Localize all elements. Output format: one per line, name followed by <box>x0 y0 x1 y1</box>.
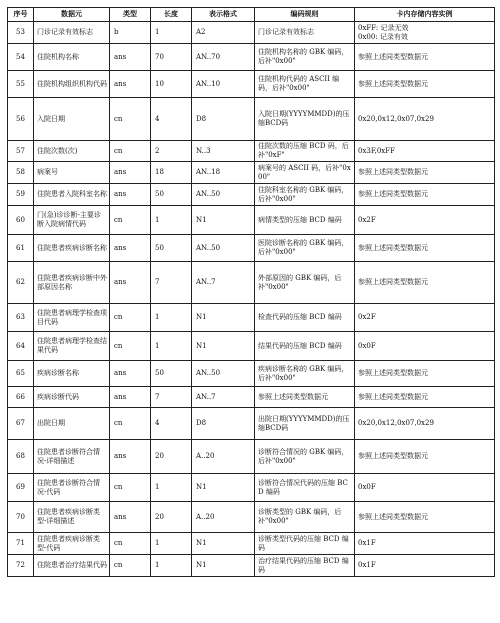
cell-encoding-rule: 外部原因的 GBK 编码，后补"0x00" <box>255 262 355 304</box>
cell-length: 7 <box>151 387 192 408</box>
cell-encoding-rule: 诊断类型代码的压缩 BCD 编码 <box>255 533 355 555</box>
table-row <box>8 361 495 387</box>
cell-format: AN..50 <box>192 361 255 387</box>
cell-data-element: 病案号 <box>34 162 110 184</box>
table-row <box>8 555 495 577</box>
header-col-length: 长度 <box>151 8 192 22</box>
cell-data-element: 门诊记录有效标志 <box>34 22 110 44</box>
cell-example: 参照上述同类型数据元 <box>355 440 495 474</box>
header-col-seq: 序号 <box>8 8 34 22</box>
table-row <box>8 332 495 361</box>
cell-data-element: 住院次数(次) <box>34 141 110 162</box>
table-row <box>8 502 495 533</box>
cell-example: 参照上述同类型数据元 <box>355 184 495 206</box>
cell-example: 0x1F <box>355 555 495 577</box>
cell-type: cn <box>110 206 151 235</box>
cell-length: 10 <box>151 71 192 98</box>
cell-encoding-rule: 入院日期(YYYYMMDD)的压缩BCD码 <box>255 98 355 141</box>
cell-format: A2 <box>192 22 255 44</box>
header-col-encoding-rule: 编码规则 <box>255 8 355 22</box>
cell-data-element: 出院日期 <box>34 408 110 440</box>
cell-format: N1 <box>192 206 255 235</box>
cell-example: 参照上述同类型数据元 <box>355 235 495 262</box>
cell-type: ans <box>110 387 151 408</box>
cell-format: AN..50 <box>192 184 255 206</box>
cell-encoding-rule: 检查代码的压缩 BCD 编码 <box>255 304 355 332</box>
cell-example: 0x2F <box>355 304 495 332</box>
cell-data-element: 住院机构组织机构代码 <box>34 71 110 98</box>
cell-example: 0x0F <box>355 332 495 361</box>
table-row <box>8 262 495 304</box>
table-header-row <box>8 8 495 22</box>
table-row <box>8 162 495 184</box>
cell-length: 1 <box>151 533 192 555</box>
table-body <box>8 22 495 577</box>
cell-seq: 64 <box>8 332 34 361</box>
cell-length: 70 <box>151 44 192 71</box>
cell-example: 参照上述同类型数据元 <box>355 44 495 71</box>
cell-example: 参照上述同类型数据元 <box>355 502 495 533</box>
cell-data-element: 疾病诊断名称 <box>34 361 110 387</box>
cell-encoding-rule: 病案号的 ASCII 码，后补"0x00" <box>255 162 355 184</box>
cell-length: 50 <box>151 361 192 387</box>
cell-example: 0x0F <box>355 474 495 502</box>
cell-example: 参照上述同类型数据元 <box>355 262 495 304</box>
cell-encoding-rule: 医院诊断名称的 GBK 编码，后补"0x00" <box>255 235 355 262</box>
header-col-format: 表示格式 <box>192 8 255 22</box>
cell-data-element: 疾病诊断代码 <box>34 387 110 408</box>
cell-data-element: 门(急)诊诊断-主要诊断入院病情代码 <box>34 206 110 235</box>
cell-type: cn <box>110 98 151 141</box>
cell-encoding-rule: 诊断符合情况代码的压缩 BCD 编码 <box>255 474 355 502</box>
cell-length: 20 <box>151 502 192 533</box>
cell-length: 20 <box>151 440 192 474</box>
cell-encoding-rule: 住院机构代码的 ASCII 编码，后补"0x00" <box>255 71 355 98</box>
cell-format: AN..18 <box>192 162 255 184</box>
cell-format: AN..10 <box>192 71 255 98</box>
cell-seq: 68 <box>8 440 34 474</box>
cell-encoding-rule: 参照上述同类型数据元 <box>255 387 355 408</box>
cell-encoding-rule: 住院机构名称的 GBK 编码，后补"0x00" <box>255 44 355 71</box>
cell-seq: 58 <box>8 162 34 184</box>
cell-format: N1 <box>192 533 255 555</box>
cell-length: 7 <box>151 262 192 304</box>
cell-type: cn <box>110 474 151 502</box>
cell-encoding-rule: 治疗结果代码的压缩 BCD 编码 <box>255 555 355 577</box>
cell-length: 4 <box>151 98 192 141</box>
cell-data-element: 住院患者病理学检查结果代码 <box>34 332 110 361</box>
cell-format: AN..50 <box>192 235 255 262</box>
table-row <box>8 206 495 235</box>
cell-example: 0x20,0x12,0x07,0x29 <box>355 408 495 440</box>
table-row <box>8 440 495 474</box>
cell-type: cn <box>110 304 151 332</box>
cell-format: AN..70 <box>192 44 255 71</box>
cell-encoding-rule: 门诊记录有效标志 <box>255 22 355 44</box>
cell-format: N1 <box>192 555 255 577</box>
cell-seq: 57 <box>8 141 34 162</box>
cell-encoding-rule: 住院次数的压缩 BCD 码，后补"0xF" <box>255 141 355 162</box>
cell-example: 0x1F <box>355 533 495 555</box>
cell-data-element: 住院患者诊断符合情况-代码 <box>34 474 110 502</box>
data-element-table <box>7 7 495 577</box>
cell-format: AN..7 <box>192 262 255 304</box>
header-col-type: 类型 <box>110 8 151 22</box>
table-row <box>8 304 495 332</box>
table-row <box>8 408 495 440</box>
cell-encoding-rule: 结果代码的压缩 BCD 编码 <box>255 332 355 361</box>
cell-data-element: 住院患者疾病诊断名称 <box>34 235 110 262</box>
cell-length: 1 <box>151 304 192 332</box>
cell-encoding-rule: 出院日期(YYYYMMDD)的压缩BCD码 <box>255 408 355 440</box>
cell-format: D8 <box>192 98 255 141</box>
cell-length: 1 <box>151 206 192 235</box>
cell-length: 1 <box>151 332 192 361</box>
cell-format: A..20 <box>192 502 255 533</box>
cell-seq: 53 <box>8 22 34 44</box>
cell-length: 4 <box>151 408 192 440</box>
cell-seq: 70 <box>8 502 34 533</box>
cell-type: ans <box>110 71 151 98</box>
cell-example: 0xFF: 记录无效 0x00: 记录有效 <box>355 22 495 44</box>
cell-type: cn <box>110 332 151 361</box>
cell-example: 参照上述同类型数据元 <box>355 71 495 98</box>
cell-seq: 60 <box>8 206 34 235</box>
cell-seq: 55 <box>8 71 34 98</box>
cell-seq: 63 <box>8 304 34 332</box>
cell-data-element: 住院患者病理学检查项目代码 <box>34 304 110 332</box>
cell-length: 18 <box>151 162 192 184</box>
cell-format: N1 <box>192 332 255 361</box>
cell-example: 0x3F,0xFF <box>355 141 495 162</box>
cell-example: 0x20,0x12,0x07,0x29 <box>355 98 495 141</box>
cell-seq: 54 <box>8 44 34 71</box>
cell-type: ans <box>110 184 151 206</box>
cell-format: D8 <box>192 408 255 440</box>
table-row <box>8 533 495 555</box>
cell-seq: 67 <box>8 408 34 440</box>
cell-encoding-rule: 住院科室名称的 GBK 编码，后补"0x00" <box>255 184 355 206</box>
cell-format: AN..7 <box>192 387 255 408</box>
cell-seq: 72 <box>8 555 34 577</box>
table-row <box>8 22 495 44</box>
cell-data-element: 住院患者治疗结果代码 <box>34 555 110 577</box>
table-row <box>8 71 495 98</box>
cell-type: ans <box>110 502 151 533</box>
cell-seq: 71 <box>8 533 34 555</box>
cell-format: N1 <box>192 304 255 332</box>
cell-data-element: 住院患者诊断符合情况-详细描述 <box>34 440 110 474</box>
cell-format: N1 <box>192 474 255 502</box>
cell-data-element: 住院患者疾病诊断类型-代码 <box>34 533 110 555</box>
cell-type: ans <box>110 162 151 184</box>
cell-type: ans <box>110 44 151 71</box>
cell-example: 参照上述同类型数据元 <box>355 361 495 387</box>
cell-type: ans <box>110 235 151 262</box>
cell-encoding-rule: 疾病诊断名称的 GBK 编码，后补"0x00" <box>255 361 355 387</box>
cell-length: 50 <box>151 235 192 262</box>
cell-seq: 59 <box>8 184 34 206</box>
cell-data-element: 住院患者入院科室名称 <box>34 184 110 206</box>
table-row <box>8 387 495 408</box>
cell-length: 1 <box>151 474 192 502</box>
table-row <box>8 98 495 141</box>
cell-format: N..3 <box>192 141 255 162</box>
cell-type: ans <box>110 262 151 304</box>
cell-length: 50 <box>151 184 192 206</box>
cell-format: A..20 <box>192 440 255 474</box>
cell-encoding-rule: 诊断类型的 GBK 编码，后补"0x00" <box>255 502 355 533</box>
header-col-example: 卡内存储内容实例 <box>355 8 495 22</box>
cell-seq: 66 <box>8 387 34 408</box>
table-row <box>8 44 495 71</box>
cell-data-element: 入院日期 <box>34 98 110 141</box>
cell-example: 0x2F <box>355 206 495 235</box>
cell-length: 2 <box>151 141 192 162</box>
cell-seq: 62 <box>8 262 34 304</box>
cell-data-element: 住院患者疾病诊断中外部原因名称 <box>34 262 110 304</box>
cell-seq: 56 <box>8 98 34 141</box>
cell-type: cn <box>110 408 151 440</box>
cell-type: ans <box>110 440 151 474</box>
cell-seq: 65 <box>8 361 34 387</box>
table-row <box>8 184 495 206</box>
cell-encoding-rule: 诊断符合情况的 GBK 编码，后补"0x00" <box>255 440 355 474</box>
cell-type: ans <box>110 361 151 387</box>
document-page <box>7 7 494 616</box>
cell-example: 参照上述同类型数据元 <box>355 162 495 184</box>
cell-seq: 61 <box>8 235 34 262</box>
cell-seq: 69 <box>8 474 34 502</box>
table-row <box>8 474 495 502</box>
cell-type: cn <box>110 533 151 555</box>
cell-data-element: 住院机构名称 <box>34 44 110 71</box>
table-row <box>8 235 495 262</box>
cell-data-element: 住院患者疾病诊断类型-详细描述 <box>34 502 110 533</box>
cell-type: cn <box>110 141 151 162</box>
header-col-data-element: 数据元 <box>34 8 110 22</box>
cell-type: b <box>110 22 151 44</box>
cell-example: 参照上述同类型数据元 <box>355 387 495 408</box>
cell-length: 1 <box>151 555 192 577</box>
table-row <box>8 141 495 162</box>
cell-encoding-rule: 病情类型的压缩 BCD 编码 <box>255 206 355 235</box>
cell-length: 1 <box>151 22 192 44</box>
cell-type: cn <box>110 555 151 577</box>
